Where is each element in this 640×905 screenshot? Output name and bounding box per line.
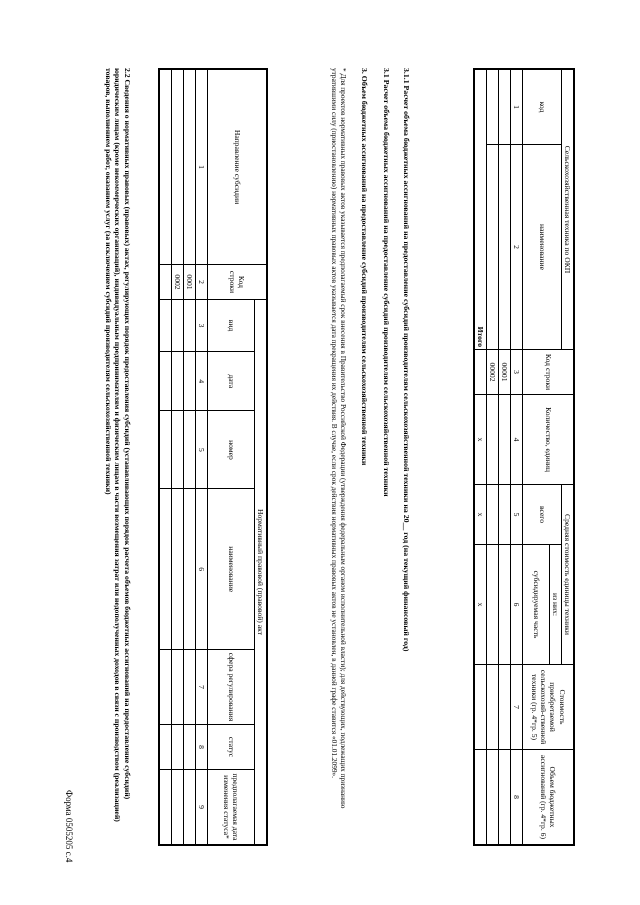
cell [159, 650, 172, 725]
cell [172, 352, 184, 411]
row-code-cell: 00001 [499, 350, 511, 395]
cell [499, 395, 511, 485]
col-number: 4 [511, 395, 523, 485]
cell [159, 770, 172, 846]
regulatory-acts-table [158, 68, 268, 846]
header-number: номер [208, 411, 255, 489]
header-name: наименование [208, 489, 255, 650]
header-average-cost: Средняя стоимость единицы техники [562, 485, 575, 665]
header-of-which: из них: [550, 545, 562, 665]
cell [184, 770, 196, 846]
section-3-heading: 3. Объем бюджетных ассигнований на предоставление субсидий производителям сельскохозяйственной техники [360, 68, 369, 466]
cell [499, 665, 511, 750]
total-row [474, 69, 487, 845]
header-quantity: Количество, единиц [523, 395, 575, 485]
col-number: 6 [511, 545, 523, 665]
col-number: 9 [196, 770, 208, 846]
cell [487, 145, 499, 350]
header-machinery-okp: Сельскохозяйственная техника по ОКП [562, 69, 575, 350]
row-code-cell: 00002 [487, 350, 499, 395]
cell [499, 750, 511, 846]
cell [184, 300, 196, 352]
cell [487, 750, 499, 846]
col-number: 3 [511, 350, 523, 395]
header-budget-volume: Объем бюджетных ассигнований (гр. 4*гр. 6) [523, 750, 575, 846]
cell [172, 69, 184, 265]
header-row-code: Код строки [523, 350, 575, 395]
cell [499, 145, 511, 350]
cell [474, 750, 487, 846]
header-total: всего [523, 485, 562, 545]
row-code-cell: 0001 [184, 265, 196, 300]
cell [159, 300, 172, 352]
col-number: 5 [196, 411, 208, 489]
col-number: 8 [196, 725, 208, 770]
section-3-1-heading: 3.1 Расчет объема бюджетных ассигнований на предоставление субсидий производителям сельскохозяйственной техники [382, 68, 391, 497]
footnote: * Для проектов нормативных правовых актов указывается предполагаемый срок внесения в Правительство Российской Федерации (утверждения федеральным органом исполнительной власти); для действующих, подлежащих признанию утратившими силу (приостановлению) нормативных правовых актов указывается дата прекращения их действия. В случае, если срок действия нормативных правовых актов не установлен, в данной графе ставится «01.01.2099». [329, 68, 348, 809]
cell [159, 411, 172, 489]
x-mark: x [474, 485, 487, 545]
cell [487, 545, 499, 665]
column-numbers-row [196, 69, 208, 845]
col-number: 7 [511, 665, 523, 750]
form-code: Форма 0505205 с.4 [64, 790, 74, 863]
cell [487, 69, 499, 145]
table-row [159, 69, 172, 845]
cell [184, 69, 196, 265]
header-name: наименование [523, 145, 562, 350]
machinery-subsidy-table [473, 68, 575, 846]
cell [172, 411, 184, 489]
header-code: код [523, 69, 562, 145]
col-number: 8 [511, 750, 523, 846]
row-code-cell: 0002 [172, 265, 184, 300]
x-mark: x [474, 395, 487, 485]
col-number: 5 [511, 485, 523, 545]
column-numbers-row [511, 69, 523, 845]
cell [159, 352, 172, 411]
header-legal-act: Нормативный правовой (правовой) акт [255, 300, 268, 846]
table-row [499, 69, 511, 845]
cell [172, 300, 184, 352]
header-row-code: Код строки [208, 265, 268, 300]
col-number: 7 [196, 650, 208, 725]
header-kind: вид [208, 300, 255, 352]
table-row [487, 69, 499, 845]
header-status-change-date: предполагаемая дата изменения статуса* [208, 770, 255, 846]
cell [172, 770, 184, 846]
col-number: 4 [196, 352, 208, 411]
cell [184, 411, 196, 489]
header-date: дата [208, 352, 255, 411]
section-3-1-1-heading: 3.1.1 Расчет объема бюджетных ассигнований на предоставление субсидий производителям сельскохозяйственной техники на 20__ год (на текущий финансовый год) [402, 68, 411, 652]
cell [184, 489, 196, 650]
cell [159, 265, 172, 300]
table-row [172, 69, 184, 845]
header-subsidized-part: субсидируемая часть [523, 545, 550, 665]
cell [159, 725, 172, 770]
cell [487, 395, 499, 485]
cell [499, 545, 511, 665]
cell [487, 485, 499, 545]
cell [487, 665, 499, 750]
section-2-2-heading: 2.2 Сведения о нормативных правовых (правовых) актах, регулирующих порядок предоставления субсидий (устанавливающих порядок расчета объемов бюджетных ассигнований на предоставление субсидий) юридическим лицам (кроме некоммерческих организаций), индивидуальным предпринимателям и физическим лицам в части возмещения затрат или недополученных доходов в связи с производством (реализацией) товаров, выполнением работ, оказанием услуг (за исключением субсидий производителям сельскохозяйственной техники) [103, 68, 132, 822]
table-row [184, 69, 196, 845]
cell [499, 69, 511, 145]
cell [159, 69, 172, 265]
cell [159, 489, 172, 650]
cell [184, 352, 196, 411]
cell [474, 350, 487, 395]
col-number: 2 [511, 145, 523, 350]
header-scope: сфера регулирования [208, 650, 255, 725]
cell [499, 485, 511, 545]
cell [172, 650, 184, 725]
cell [172, 489, 184, 650]
col-number: 3 [196, 300, 208, 352]
col-number: 1 [511, 69, 523, 145]
x-mark: x [474, 545, 487, 665]
header-status: статус [208, 725, 255, 770]
cell [184, 650, 196, 725]
cell [184, 725, 196, 770]
header-subsidy-direction: Направление субсидии [208, 69, 268, 265]
cell [172, 725, 184, 770]
total-label: Итого [476, 326, 486, 347]
col-number: 2 [196, 265, 208, 300]
col-number: 6 [196, 489, 208, 650]
col-number: 1 [196, 69, 208, 265]
header-machinery-cost: Стоимость приобретаемой сельскохозяй-ственной техники (гр. 4*гр. 5) [523, 665, 575, 750]
cell [474, 665, 487, 750]
